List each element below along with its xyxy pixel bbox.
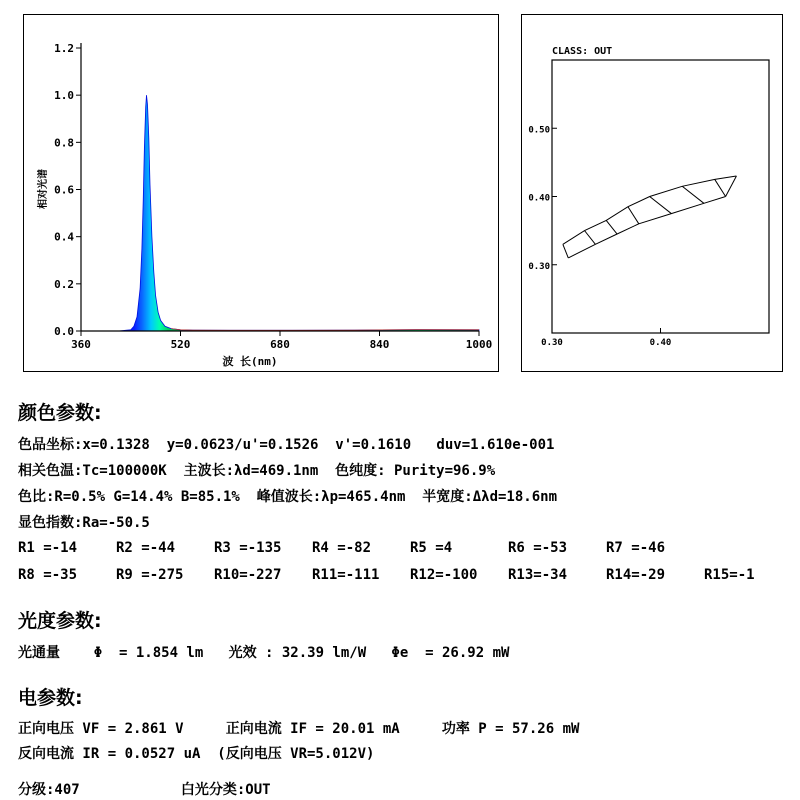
color-ratio-line: 色比:R=0.5% G=14.4% B=85.1% 峰值波长:λp=465.4nm 半宽度:Δλd=18.6nm xyxy=(18,489,558,505)
r-value: R8 =-35 xyxy=(18,567,78,583)
y-tick-label: 0.0 xyxy=(54,325,74,338)
y-tick-label: 1.2 xyxy=(54,42,74,55)
r-value: R15=-1 xyxy=(704,567,755,583)
r-value: R13=-34 xyxy=(508,567,568,583)
r-value: R11=-111 xyxy=(312,567,380,583)
class-bin-divider xyxy=(650,197,672,214)
y-axis-label: 相对光谱 xyxy=(38,169,49,209)
spectrum-tail xyxy=(171,329,479,331)
class-plot-frame xyxy=(552,60,769,333)
r-value: R10=-227 xyxy=(214,567,282,583)
spectrum-chart-panel xyxy=(23,14,499,372)
forward-line: 正向电压 VF = 2.861 V 正向电流 IF = 20.01 mA 功率 P = 57.26 mW xyxy=(18,721,580,737)
class-upper-boundary xyxy=(563,176,737,244)
class-bin-divider xyxy=(563,244,568,258)
class-bin-divider xyxy=(682,186,704,203)
reverse-line: 反向电流 IR = 0.0527 uA (反向电压 VR=5.012V) xyxy=(18,746,375,762)
r-value: R7 =-46 xyxy=(606,540,666,556)
r-value: R2 =-44 xyxy=(116,540,176,556)
class-title: CLASS: OUT xyxy=(552,46,613,57)
class-bin-divider xyxy=(585,231,596,245)
r-value: R5 =4 xyxy=(410,540,453,556)
y-tick-label: 0.4 xyxy=(54,230,74,244)
cri-line: 显色指数:Ra=-50.5 xyxy=(18,515,150,531)
class-x-tick-label: 0.30 xyxy=(541,338,563,348)
flux-line: 光通量 Φ = 1.854 lm 光效 : 32.39 lm/W Φe = 26.92 mW xyxy=(18,645,510,661)
class-bin-divider xyxy=(628,207,639,224)
classification-line: 分级:407 白光分类:OUT xyxy=(18,782,271,798)
electrical-params-title: 电参数: xyxy=(18,687,83,709)
x-tick-label: 520 xyxy=(170,338,191,351)
class-y-tick-label: 0.30 xyxy=(528,261,550,272)
r-value: R14=-29 xyxy=(606,567,666,583)
y-tick-label: 0.2 xyxy=(54,277,74,291)
photometric-params-title: 光度参数: xyxy=(18,610,102,632)
r-value: R12=-100 xyxy=(410,567,478,583)
class-bin-divider xyxy=(715,179,726,196)
r-value: R6 =-53 xyxy=(508,540,568,556)
x-tick-label: 680 xyxy=(270,338,290,351)
y-tick-label: 0.8 xyxy=(54,136,74,150)
class-bin-divider xyxy=(606,220,617,234)
x-tick-label: 360 xyxy=(71,338,91,351)
x-tick-label: 840 xyxy=(369,338,390,351)
r-value: R4 =-82 xyxy=(312,540,372,556)
color-params-title: 颜色参数: xyxy=(18,402,102,424)
chromaticity-line: 色品坐标:x=0.1328 y=0.0623/u'=0.1526 v'=0.1610 duv=1.610e-001 xyxy=(18,437,555,453)
spectrum-curve xyxy=(81,95,479,331)
y-tick-label: 0.6 xyxy=(54,183,74,197)
x-axis-label: 波 长(nm) xyxy=(222,355,278,368)
class-y-tick-label: 0.50 xyxy=(528,125,550,136)
x-tick-label: 1000 xyxy=(465,338,493,351)
r-value: R3 =-135 xyxy=(214,540,282,556)
r-value: R9 =-275 xyxy=(116,567,184,583)
spectrum-chart xyxy=(24,15,498,371)
cct-line: 相关色温:Tc=100000K 主波长:λd=469.1nm 色纯度: Purity=96.9% xyxy=(18,463,496,479)
class-chart-panel xyxy=(521,14,783,372)
y-tick-label: 1.0 xyxy=(54,89,74,103)
class-y-tick-label: 0.40 xyxy=(528,193,550,204)
class-x-tick-label: 0.40 xyxy=(649,338,672,348)
class-chart xyxy=(522,15,782,371)
r-value: R1 =-14 xyxy=(18,540,78,556)
class-bin-divider xyxy=(726,176,737,196)
